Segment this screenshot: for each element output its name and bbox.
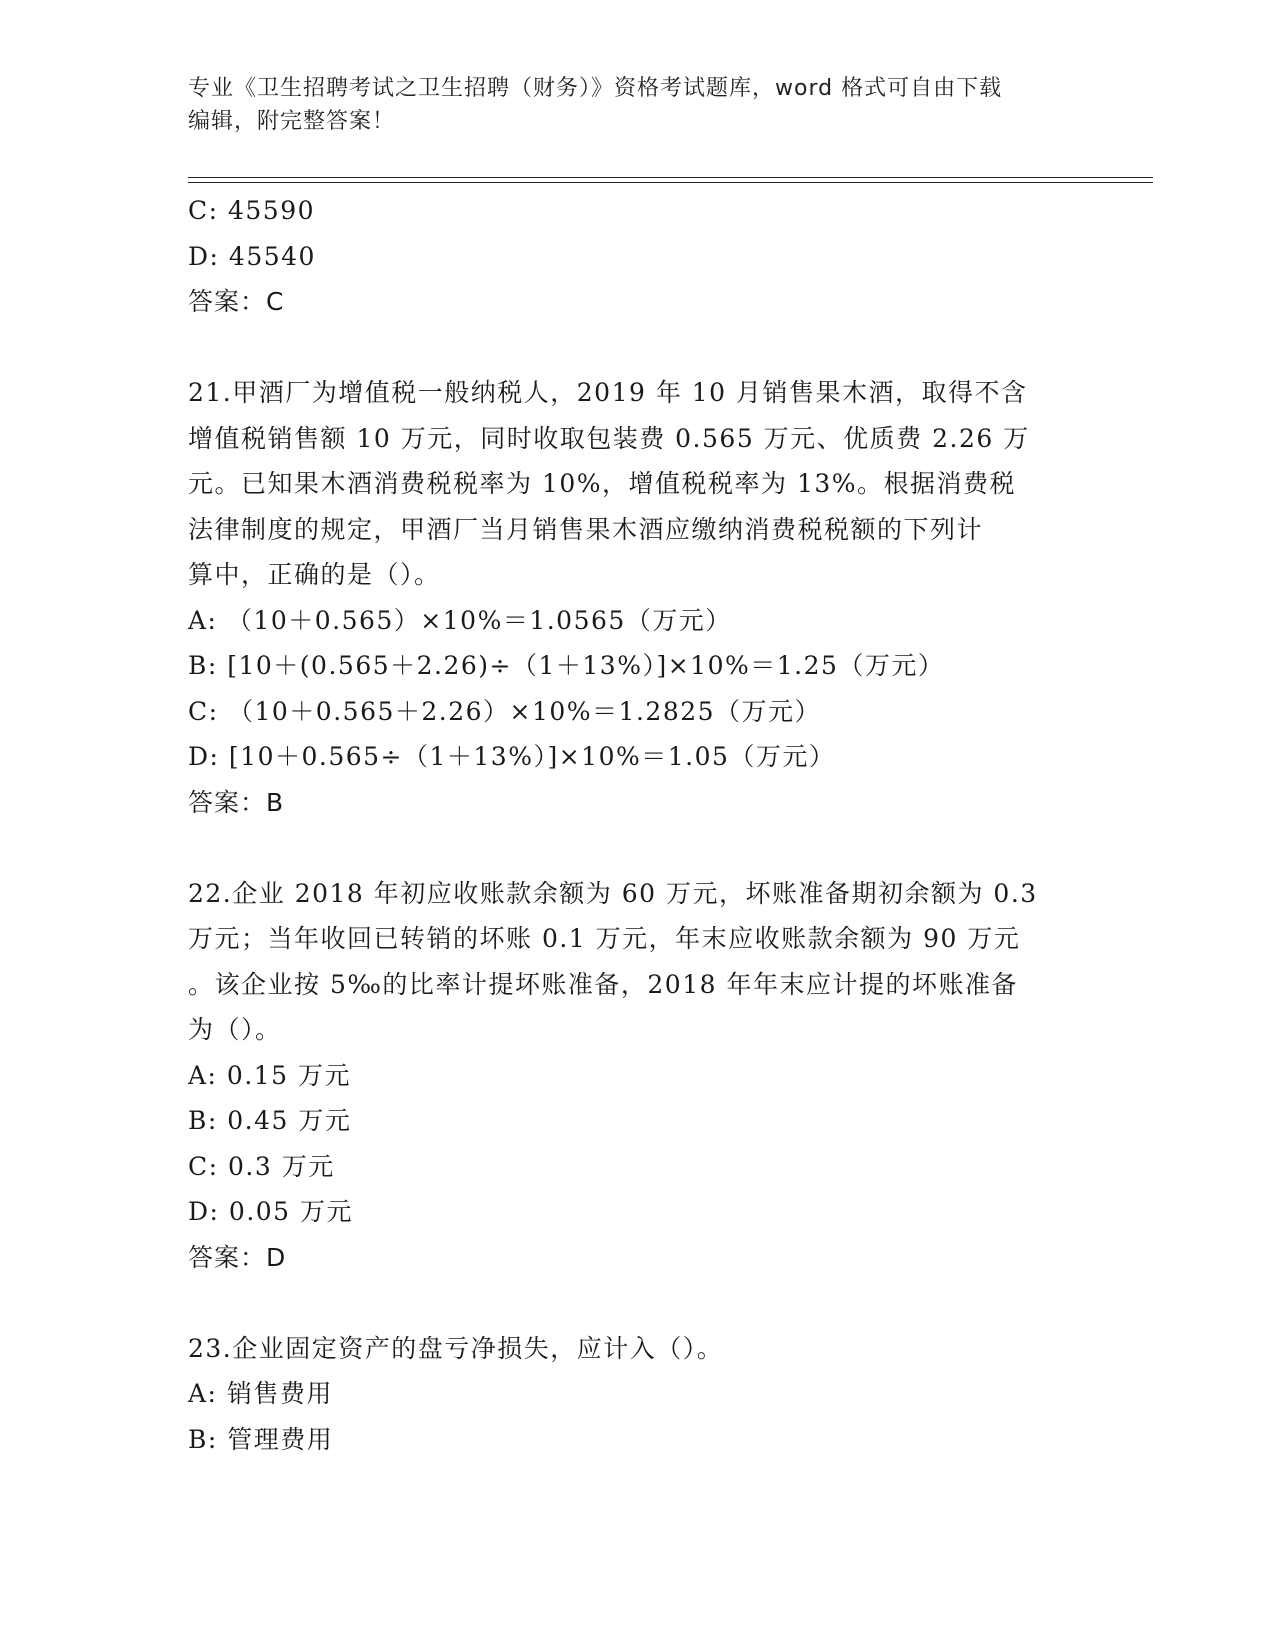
question-21 <box>188 370 1088 825</box>
question-21-stem-line: 法律制度的规定，甲酒厂当月销售果木酒应缴纳消费税税额的下列计 <box>188 514 984 544</box>
header-divider-top <box>188 177 1153 178</box>
header-line-2: 编辑，附完整答案！ <box>188 109 396 134</box>
question-22-option-c: C: 0.3 万元 <box>188 1151 335 1181</box>
question-22 <box>188 871 1088 1281</box>
question-22-stem-line: 为（）。 <box>188 1015 282 1044</box>
question-21-stem-line: 元。已知果木酒消费税税率为 10%，增值税税率为 13%。根据消费税 <box>188 469 1017 498</box>
document-header <box>188 72 1088 138</box>
question-23-option-a: A: 销售费用 <box>188 1379 333 1408</box>
question-21-option-a: A: （10＋0.565）×10%＝1.0565（万元） <box>188 605 732 635</box>
question-22-stem-line: 22.企业 2018 年初应收账款余额为 60 万元，坏账准备期初余额为 0.3 <box>188 878 1038 908</box>
question-22-answer: 答案：D <box>188 1242 287 1272</box>
question-20-option-c: C: 45590 <box>188 196 316 225</box>
question-22-option-b: B: 0.45 万元 <box>188 1106 352 1135</box>
question-20-answer: 答案：C <box>188 287 285 316</box>
spacer <box>188 825 1088 871</box>
spacer <box>188 1280 1088 1326</box>
header-divider-bottom <box>188 182 1153 183</box>
question-21-option-c: C: （10＋0.565＋2.26）×10%＝1.2825（万元） <box>188 696 822 726</box>
question-21-stem-line: 21.甲酒厂为增值税一般纳税人，2019 年 10 月销售果木酒，取得不含 <box>188 378 1028 407</box>
header-line-1: 专业《卫生招聘考试之卫生招聘（财务）》资格考试题库，word 格式可自由下载 <box>188 76 1003 101</box>
question-20-option-d: D: 45540 <box>188 241 316 271</box>
question-21-stem-line: 算中，正确的是（）。 <box>188 560 441 589</box>
question-21-option-d: D: [10＋0.565÷（1＋13%）]×10%＝1.05（万元） <box>188 742 836 771</box>
question-23-option-b: B: 管理费用 <box>188 1424 334 1454</box>
question-23-stem-line: 23.企业固定资产的盘亏净损失，应计入（）。 <box>188 1333 724 1363</box>
question-21-answer: 答案：B <box>188 787 285 817</box>
question-21-stem-line: 增值税销售额 10 万元，同时收取包装费 0.565 万元、优质费 2.26 万 <box>188 423 1030 453</box>
spacer <box>188 325 1088 371</box>
question-22-option-a: A: 0.15 万元 <box>188 1060 352 1090</box>
question-22-stem-line: 万元；当年收回已转销的坏账 0.1 万元，年末应收账款余额为 90 万元 <box>188 924 1021 953</box>
question-22-stem-line: 。该企业按 5‰的比率计提坏账准备，2018 年年末应计提的坏账准备 <box>188 969 1018 999</box>
question-23 <box>188 1326 1088 1463</box>
question-20 <box>188 188 1088 325</box>
document-body <box>188 188 1088 1462</box>
question-22-option-d: D: 0.05 万元 <box>188 1197 354 1226</box>
question-21-option-b: B: [10＋(0.565＋2.26)÷（1＋13%）]×10%＝1.25（万元） <box>188 651 945 680</box>
